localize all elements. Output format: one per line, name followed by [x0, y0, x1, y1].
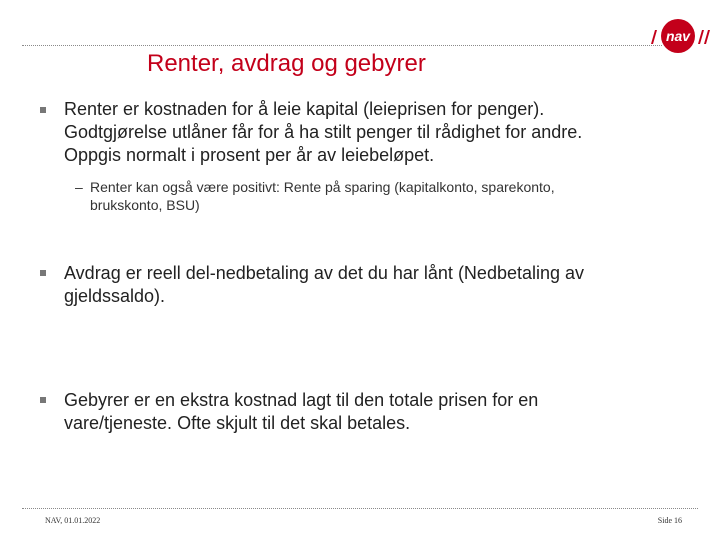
bullet-gebyrer: [64, 389, 684, 435]
term-avdrag: Avdrag: [64, 263, 121, 283]
term-gebyrer: Gebyrer: [64, 390, 130, 410]
sub-text-line: brukskonto, BSU): [90, 197, 200, 213]
bullet-marker: [40, 270, 46, 276]
text-line: er kostnaden for å leie kapital (leieprisen for penger).: [118, 99, 545, 119]
text-line: vare/tjeneste. Ofte skjult til det skal betales.: [64, 413, 411, 433]
bullet-avdrag: [64, 262, 684, 308]
text-line: er en ekstra kostnad lagt til den totale prisen for en: [129, 390, 539, 410]
top-divider: [22, 45, 662, 46]
bullet-renter: [64, 98, 684, 167]
footer-date: NAV, 01.01.2022: [45, 516, 101, 525]
bullet-marker: [40, 397, 46, 403]
text-line: gjeldssaldo).: [64, 286, 166, 306]
logo-text: nav: [665, 28, 691, 44]
text-line: Godtgjørelse utlåner får for å ha stilt penger til rådighet for andre.: [64, 122, 583, 142]
footer-page-number: Side 16: [657, 516, 682, 525]
sub-bullet-renter: [75, 178, 650, 214]
dash-marker: –: [75, 179, 83, 195]
text-line: er reell del-nedbetaling av det du har lånt (Nedbetaling av: [120, 263, 585, 283]
sub-text-line: Renter kan også være positivt: Rente på sparing (kapitalkonto, sparekonto,: [90, 179, 555, 195]
page-title: Renter, avdrag og gebyrer: [147, 50, 426, 77]
text-line: Oppgis normalt i prosent per år av leiebeløpet.: [64, 145, 435, 165]
bullet-marker: [40, 107, 46, 113]
bottom-divider: [22, 508, 698, 509]
nav-logo: [648, 16, 710, 56]
term-renter: Renter: [64, 99, 119, 119]
